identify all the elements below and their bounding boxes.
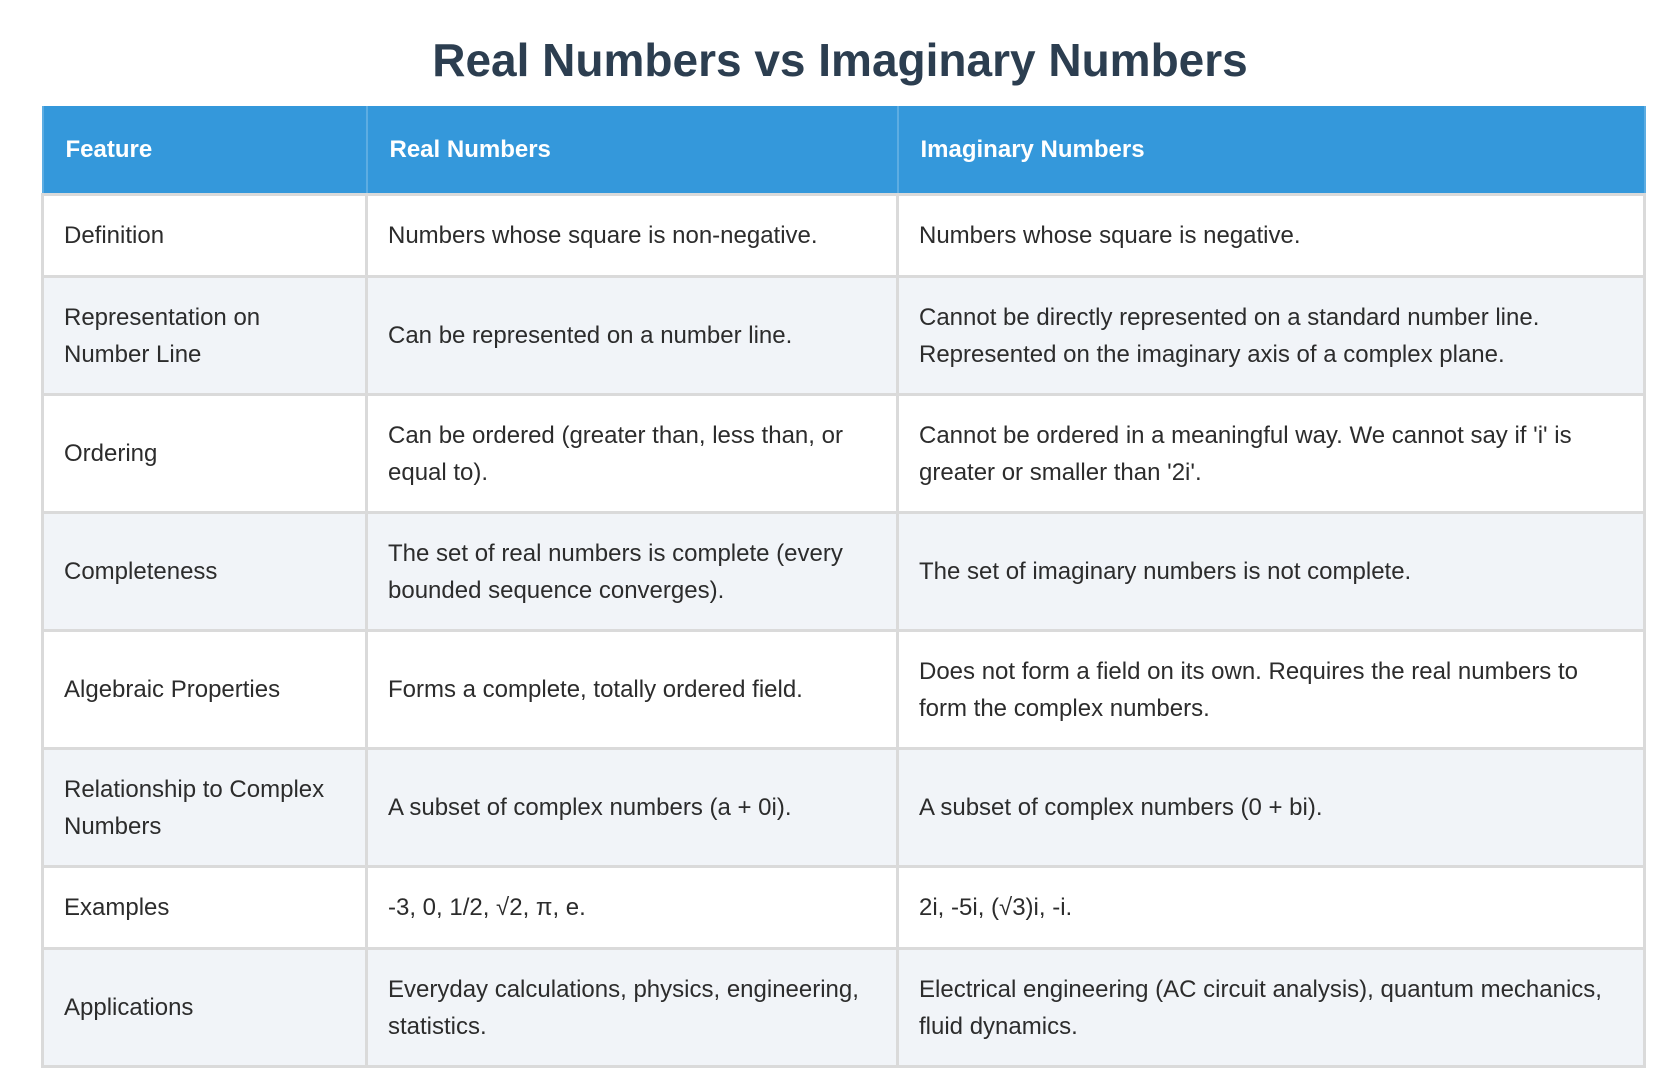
real-cell: -3, 0, 1/2, √2, π, e. bbox=[367, 867, 898, 949]
feature-cell: Examples bbox=[43, 867, 367, 949]
imaginary-cell: A subset of complex numbers (0 + bi). bbox=[898, 749, 1645, 867]
imaginary-cell: The set of imaginary numbers is not complete. bbox=[898, 513, 1645, 631]
real-cell: Can be represented on a number line. bbox=[367, 277, 898, 395]
feature-cell: Relationship to Complex Numbers bbox=[43, 749, 367, 867]
real-cell: Forms a complete, totally ordered field. bbox=[367, 631, 898, 749]
table-header-row bbox=[43, 106, 1645, 195]
real-cell: A subset of complex numbers (a + 0i). bbox=[367, 749, 898, 867]
real-cell: The set of real numbers is complete (every bounded sequence converges). bbox=[367, 513, 898, 631]
feature-cell: Applications bbox=[43, 949, 367, 1067]
table-row bbox=[43, 395, 1645, 513]
real-cell: Everyday calculations, physics, engineering, statistics. bbox=[367, 949, 898, 1067]
table-row bbox=[43, 195, 1645, 277]
imaginary-cell: 2i, -5i, (√3)i, -i. bbox=[898, 867, 1645, 949]
imaginary-cell: Cannot be directly represented on a standard number line. Represented on the imaginary axis of a complex plane. bbox=[898, 277, 1645, 395]
table-row bbox=[43, 513, 1645, 631]
imaginary-cell: Electrical engineering (AC circuit analysis), quantum mechanics, fluid dynamics. bbox=[898, 949, 1645, 1067]
table-row bbox=[43, 949, 1645, 1067]
header-real-numbers: Real Numbers bbox=[367, 106, 898, 195]
imaginary-cell: Cannot be ordered in a meaningful way. We cannot say if 'i' is greater or smaller than '2i'. bbox=[898, 395, 1645, 513]
feature-cell: Completeness bbox=[43, 513, 367, 631]
table-row bbox=[43, 277, 1645, 395]
imaginary-cell: Numbers whose square is negative. bbox=[898, 195, 1645, 277]
feature-cell: Algebraic Properties bbox=[43, 631, 367, 749]
page-title: Real Numbers vs Imaginary Numbers bbox=[432, 34, 1248, 86]
imaginary-cell: Does not form a field on its own. Requires the real numbers to form the complex numbers. bbox=[898, 631, 1645, 749]
feature-cell: Ordering bbox=[43, 395, 367, 513]
feature-cell: Representation on Number Line bbox=[43, 277, 367, 395]
real-cell: Numbers whose square is non-negative. bbox=[367, 195, 898, 277]
comparison-table bbox=[41, 106, 1646, 1068]
header-imaginary-numbers: Imaginary Numbers bbox=[898, 106, 1645, 195]
table-row bbox=[43, 631, 1645, 749]
feature-cell: Definition bbox=[43, 195, 367, 277]
table-row bbox=[43, 867, 1645, 949]
real-cell: Can be ordered (greater than, less than, or equal to). bbox=[367, 395, 898, 513]
header-feature: Feature bbox=[43, 106, 367, 195]
table-row bbox=[43, 749, 1645, 867]
